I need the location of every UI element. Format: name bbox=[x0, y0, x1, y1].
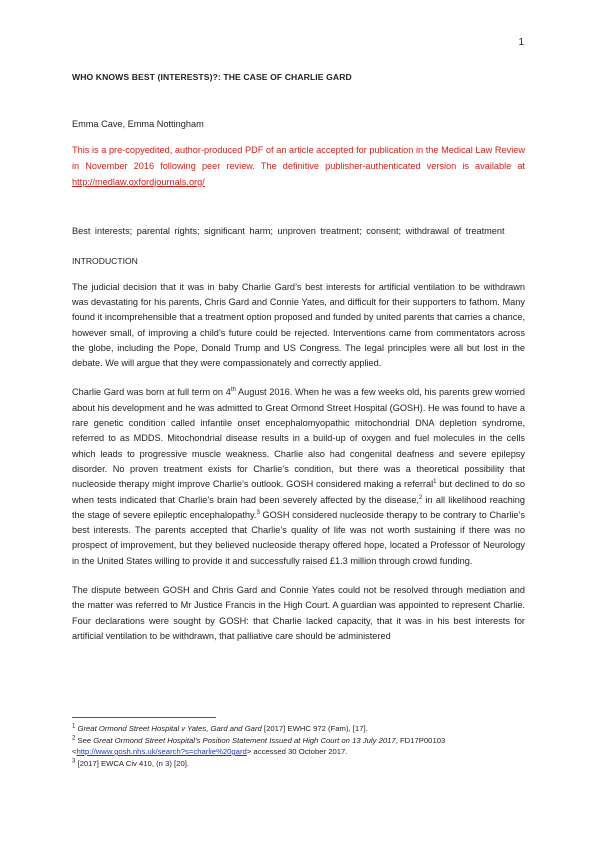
page-number: 1 bbox=[518, 37, 524, 48]
footnote-1: $^1$ Great Ormond Street Hospital v Yates, Gard and Gard [2017] EWHC 972 (Fam), [17]. bbox=[72, 723, 368, 733]
footnote-ref[interactable]: 3 bbox=[256, 509, 260, 516]
paragraph: The dispute between GOSH and Chris Gard and Connie Yates could not be resolved through mediation and the matter was referred to Mr Justice Francis in the High Court. A guardian was appointed to represent Charlie. Four declarations were sought by GOSH: that Charlie lacked capacity, that it was in his best interests for artificial ventilation to be withdrawn, that palliative care should be administered bbox=[72, 585, 525, 641]
notice-text: This is a pre-copyedited, author-produced PDF of an article accepted for publication in the Medical Law Review in November 2016 following peer review. The definitive publisher-authenticated version is available at bbox=[72, 145, 525, 171]
paragraph: Charlie Gard was born at full term on 4th August 2016. When he was a few weeks old, his parents grew worried about his development and he was admitted to Great Ormond Street Hospital (GOSH). He was found to have a rare genetic condition called infantile onset encephalomyopathic mitochondrial DNA depletion syndrome, referred to as MDDS. Mitochondrial disease results in a build-up of oxygen and fuel molecules in the cells which leads to progressive muscle weakness. Charlie also had congenital deafness and severe epilepsy disorder. No proven treatment exists for Charlie’s condition, but there was a theoretical possibility that nucleoside therapy might improve Charlie’s outlook. GOSH considered making a referral$^1$ but declined to do so when tests indicated that Charlie’s brain had been severely affected by the disease,$^2$ in all likelihood reaching the stage of severe epileptic encephalopathy.$^3$ GOSH considered nucleoside therapy to be contrary to Charlie’s best interests. The parents accepted that Charlie’s quality of life was not worth sustaining if there was no prospect of improvement, but they believed nucleoside therapy offered hope, located a Professor of Neurology in the United States willing to provide it and successfully raised £1.3 million through crowd funding. bbox=[72, 387, 525, 566]
footnote-link[interactable]: http://www.gosh.nhs.uk/search?s=charlie%20gard bbox=[76, 747, 247, 756]
article-title: WHO KNOWS BEST (INTERESTS)?: THE CASE OF CHARLIE GARD bbox=[72, 72, 352, 82]
publisher-link[interactable]: http://medlaw.oxfordjournals.org/ bbox=[72, 176, 205, 187]
section-heading: INTRODUCTION bbox=[72, 255, 138, 266]
keywords: Best interests; parental rights; significant harm; unproven treatment; consent; withdrawal of treatment bbox=[72, 226, 505, 237]
footnote-divider bbox=[72, 717, 216, 718]
publication-notice bbox=[72, 143, 525, 190]
footnote-ref[interactable]: 2 bbox=[418, 494, 423, 501]
footnote-ref[interactable]: 1 bbox=[433, 479, 437, 486]
footnote-2: $^2$ See Great Ormond Street Hospital’s Position Statement Issued at High Court on 13 July 2017, FD17P00103 <http://www.gosh.nhs.uk/search?s=charlie%20gard> accessed 30 October 2017. bbox=[72, 734, 446, 756]
article-body bbox=[72, 72, 525, 644]
author-list: Emma Cave, Emma Nottingham bbox=[72, 119, 204, 129]
paragraph: The judicial decision that it was in baby Charlie Gard’s best interests for artificial ventilation to be withdrawn was devastating for his parents, Chris Gard and Connie Yates, and difficult for their supporters to fathom. Many found it incomprehensible that a treatment option proposed and funded by united parents that carries a chance, however small, of improving a child’s future could be rejected. Interventions came from commentators across the globe, including the Pope, Donald Trump and US Congress. The legal principles were all but lost in the debate. We will argue that they were compassionately and correctly applied. bbox=[72, 281, 525, 369]
superscript-ordinal: th bbox=[230, 387, 236, 394]
footnotes bbox=[72, 723, 525, 769]
footnote-3: $^3$ [2017] EWCA Civ 410, (n 3) [20]. bbox=[72, 757, 190, 768]
